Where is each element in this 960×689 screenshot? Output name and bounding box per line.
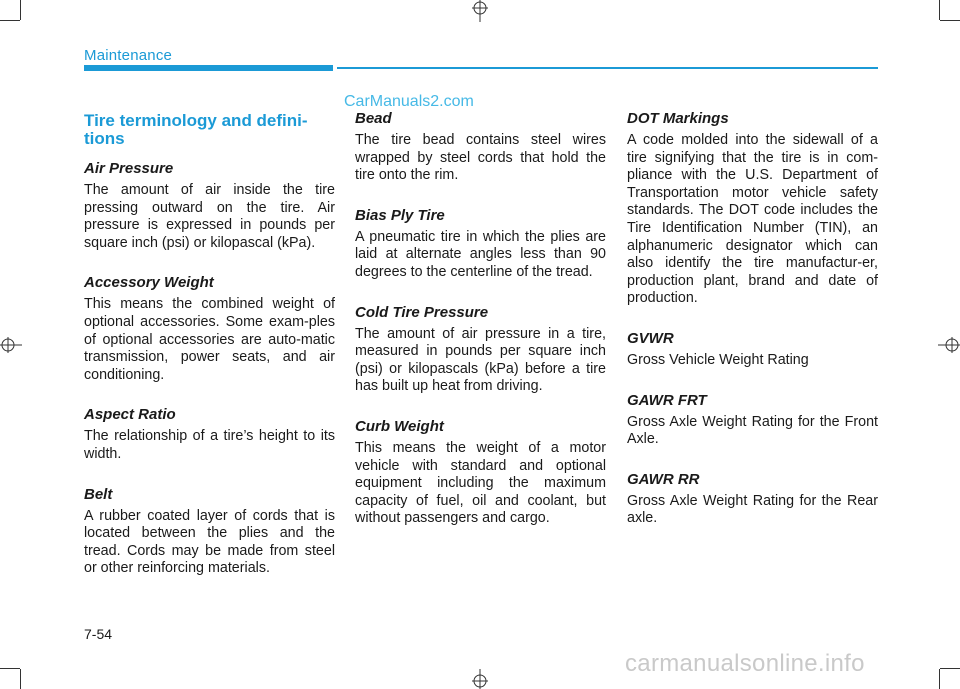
term-heading: Accessory Weight [84,274,214,292]
crop-mark [20,0,21,20]
page-title: Tire terminology and defini- tions [84,111,308,148]
term-heading: GAWR RR [627,470,700,488]
watermark-top[interactable]: CarManuals2.com [344,93,474,110]
term-entry [84,274,335,384]
term-entry [355,304,606,396]
term-definition: A pneumatic tire in which the plies are laid at alternate angles less than 90 degrees to the centerline of the tread. [355,228,606,280]
term-entry [84,406,335,463]
term-heading: GAWR FRT [627,391,707,409]
term-definition: A code molded into the sidewall of a tire signifying that the tire is in com-pliance with the U.S. Department of Transportation motor vehicle safety standards. The DOT code includes the Tire Identification Number (TIN), an alphanumeric designator which can also identify the tire manufactur-er, production plant, brand and date of production. [627,132,878,307]
term-heading: Cold Tire Pressure [355,303,489,321]
registration-mark-left [0,335,22,355]
column-3 [627,110,878,550]
crop-mark [940,20,960,21]
term-heading: Curb Weight [355,417,444,435]
term-entry [355,207,606,282]
term-heading: Belt [84,485,113,503]
registration-mark-right [938,335,960,355]
term-entry [627,330,878,370]
term-definition: The amount of air inside the tire pressing outward on the tire. Air pressure is expressed in pounds per square inch (psi) or kilopascal (kPa). [84,182,335,251]
term-definition: This means the combined weight of optional accessories. Some exam-ples of optional accessories are auto-matic transmission, power seats, and air conditioning. [84,296,335,383]
term-entry [84,486,335,578]
crop-mark [939,669,940,689]
term-entry [355,110,606,185]
section-header: Maintenance [84,47,173,64]
column-1 [84,110,335,600]
term-definition: The relationship of a tire’s height to its width. [84,428,335,462]
term-definition: The tire bead contains steel wires wrapped by steel cords that hold the tire onto the rim. [355,132,606,184]
registration-mark-top [470,0,490,22]
term-definition: Gross Vehicle Weight Rating [627,351,809,368]
term-definition: This means the weight of a motor vehicle with standard and optional equipment including the maximum capacity of fuel, oil and coolant, but without passengers and cargo. [355,439,606,527]
watermark-bottom[interactable]: carmanualsonline.info [625,650,865,677]
registration-mark-bottom [470,669,490,689]
term-definition: A rubber coated layer of cords that is located between the plies and the tread. Cords may be made from steel or other reinforcing materials. [84,507,335,577]
term-heading: GVWR [627,329,674,347]
page-number: 7-54 [84,626,113,642]
term-heading: Bead [355,110,392,127]
crop-mark [0,20,20,21]
term-entry [627,392,878,449]
column-2 [355,110,606,550]
term-entry [84,160,335,252]
term-heading: Air Pressure [84,160,174,177]
crop-mark [939,0,940,20]
crop-mark [940,668,960,669]
term-entry [355,418,606,528]
term-entry [627,471,878,528]
term-definition: The amount of air pressure in a tire, measured in pounds per square inch (psi) or kilopascals (kPa) before a tire has built up heat from driving. [355,325,606,395]
crop-mark [0,668,20,669]
term-definition: Gross Axle Weight Rating for the Rear axle. [627,492,878,527]
header-rule-thick [84,65,333,71]
term-definition: Gross Axle Weight Rating for the Front Axle. [627,413,878,448]
crop-mark [20,669,21,689]
term-heading: Aspect Ratio [84,406,176,424]
header-rule-thin [337,67,878,69]
term-entry [627,110,878,308]
term-heading: Bias Ply Tire [355,206,445,224]
term-heading: DOT Markings [627,110,729,127]
